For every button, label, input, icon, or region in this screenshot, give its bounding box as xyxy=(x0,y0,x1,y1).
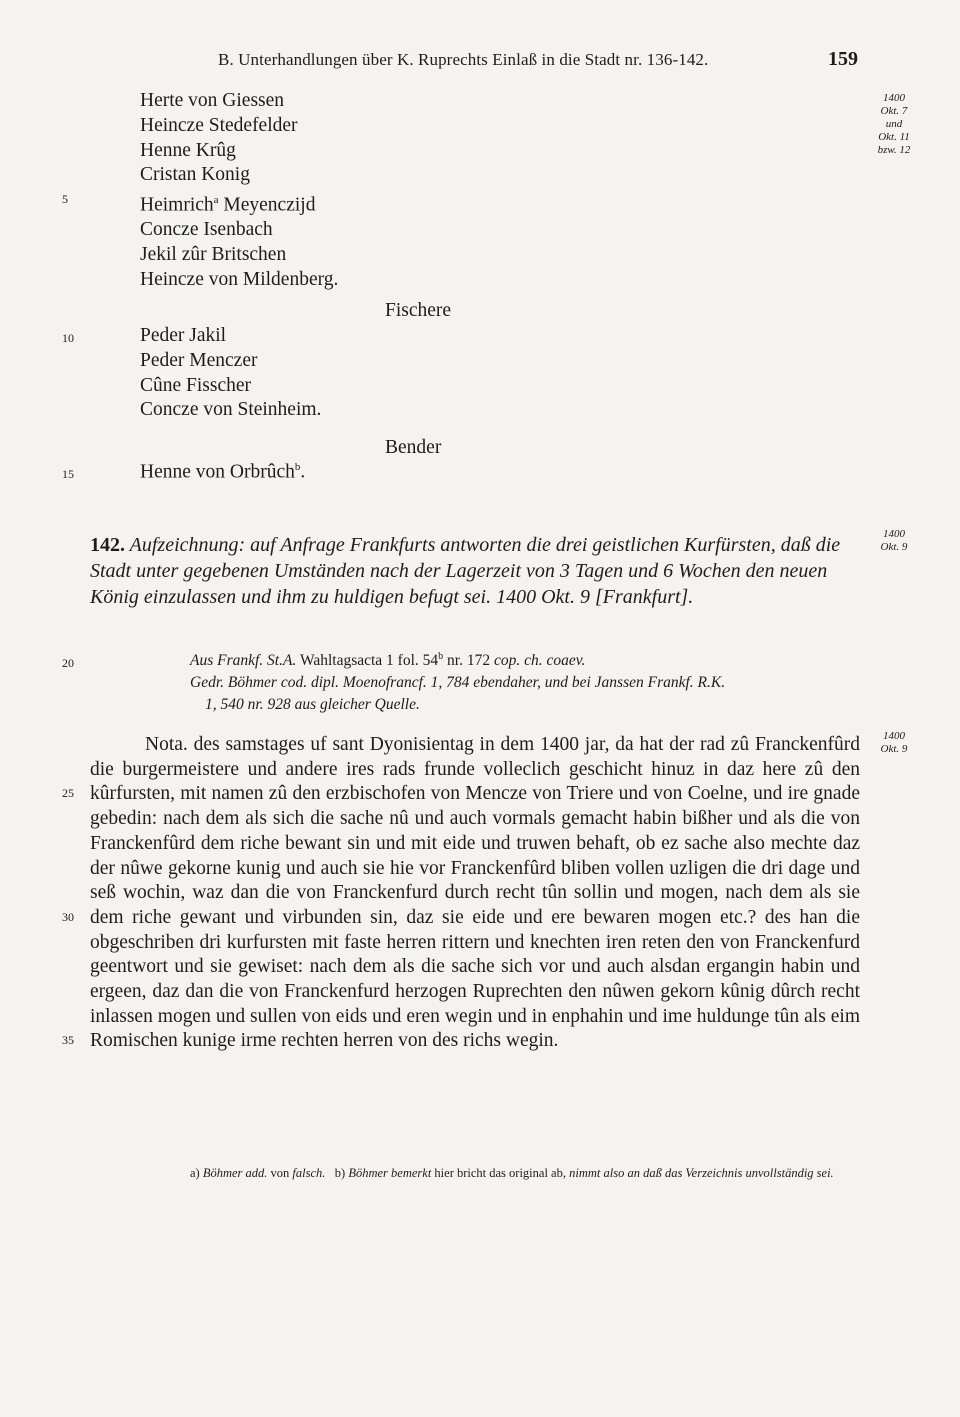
name-text-suffix: Meyenczijd xyxy=(218,194,316,216)
name-entry: Cristan Konig xyxy=(140,164,250,186)
group-label-fischere: Fischere xyxy=(385,300,452,321)
sidenote-line: 1400 xyxy=(883,528,905,540)
source-copy: cop. ch. coaev. xyxy=(493,652,586,670)
nota-label: Nota. xyxy=(145,734,188,755)
footnote-a-text: von xyxy=(267,1166,293,1180)
footnote-a-label: a) xyxy=(190,1166,200,1180)
page-number: 159 xyxy=(828,48,858,70)
sidenote-line: Okt. 7 xyxy=(880,105,908,117)
margin-date-note-top xyxy=(864,92,924,157)
name-entry: Peder Menczer xyxy=(140,349,258,371)
footnotes xyxy=(190,1164,870,1183)
name-entry: Heincze Stedefelder xyxy=(140,114,298,136)
footnote-a-ref: Böhmer add. xyxy=(202,1166,268,1180)
line-number: 20 xyxy=(62,656,74,670)
name-entry: Heincze von Mildenberg. xyxy=(140,269,339,291)
source-line-3: 1, 540 nr. 928 aus gleicher Quelle. xyxy=(205,696,420,713)
name-text: Henne von Orbrûch xyxy=(140,461,295,483)
name-entry: Concze von Steinheim. xyxy=(140,399,322,421)
name-entry: Henne Krûg xyxy=(140,139,236,161)
footnote-mark-a: a xyxy=(213,194,219,207)
name-entry: Herte von Giessen xyxy=(140,90,285,111)
sidenote-line: 1400 xyxy=(883,730,905,742)
sidenote-line: Okt. 9 xyxy=(880,743,908,755)
name-entry: Jekil zûr Britschen xyxy=(140,244,287,266)
name-entry-last xyxy=(140,461,305,484)
sidenote-line: Okt. 9 xyxy=(880,541,908,553)
name-entry: Peder Jakil xyxy=(140,325,227,346)
sidenote-line: Okt. 11 xyxy=(878,131,910,143)
footnote-b-ref2: nimmt also an daß das Verzeichnis unvollständig sei. xyxy=(569,1166,834,1180)
name-entry: Cûne Fisscher xyxy=(140,374,252,396)
line-number: 5 xyxy=(62,192,68,206)
line-number: 15 xyxy=(62,467,74,481)
entry-heading xyxy=(90,532,868,610)
line-number: 35 xyxy=(62,1033,74,1047)
footnote-mark-b: b xyxy=(294,461,301,473)
line-number: 30 xyxy=(62,910,74,924)
source-line-2: Gedr. Böhmer cod. dipl. Moenofrancf. 1, 784 ebendaher, und bei Janssen Frankf. R.K. xyxy=(190,674,726,691)
entry-number: 142. xyxy=(90,534,125,556)
source-text: Wahltagsacta 1 fol. 54 xyxy=(296,652,439,670)
line-number: 25 xyxy=(62,786,74,800)
margin-date-note-body xyxy=(864,730,924,756)
name-list-2 xyxy=(140,324,321,423)
name-entry xyxy=(140,188,338,218)
source-sup: b xyxy=(438,651,444,662)
footnote-b-ref: Böhmer bemerkt xyxy=(348,1166,432,1180)
source-line-1 xyxy=(190,651,585,670)
entry-title: Aufzeichnung: auf Anfrage Frankfurts antworten die drei geistlichen Kurfürsten, daß die Stadt unter gegebenen Umständen nach der Lagerzeit von 3 Tagen und 6 Wochen den neuen König einzulassen und ihm zu huldigen befugt sei. 1400 Okt. 9 [Frankfurt]. xyxy=(90,534,841,608)
name-list-1 xyxy=(140,89,338,293)
name-entry: Concze Isenbach xyxy=(140,219,273,241)
name-text: Heimrich xyxy=(140,194,214,216)
group-label-bender: Bender xyxy=(385,437,442,458)
body-text: des samstages uf sant Dyonisientag in dem 1400 jar, da hat der rad zû Franckenfûrd die burgermeistere und andere ires rads frunde volleclich geschicht hinuz in daz here zû den kûrfursten, mit namen zû den erzbischofen von Mencze von Triere und von Coelne, und ire gnade gebedin: nach dem als sich die sache nû und auch vormals gemacht habin bißher und als die von Franckenfûrd dem riche bewant sin und mit eide und truwen behaft, ob ez sache also mechte daz der nûwe gekorne kunig und auch sie hie vor Franckenfûrd bliben vollen uzligen die dri dage und seß wochin, waz dan die von Franckenfurd durch recht tûn sollin und mogen, nach dem als sie dem riche gewant und virbunden sin, daz sie eide und ere bewaren mogen etc.? des han die obgeschriben dri kurfursten mit faste herren rittern und knechten iren reten den von Franckenfurd geentwort und sie gewiset: nach dem als die sache sich vor und auch alsdan ergangin habin und ergeen, daz dan die von Franckenfurd herzogen Ruprechten den nûwen gekorn kûnig dûrch recht inlassen mogen und sullen von eids und eren wegin und in enphahin und ime huldunge tûn als eim Romischen kunige irme rechten herren von des richs wegin. xyxy=(90,734,860,1052)
sidenote-line: 1400 xyxy=(883,92,905,104)
sidenote-line: bzw. 12 xyxy=(877,144,911,156)
entry-body-text xyxy=(90,733,860,1054)
footnote-b-label: b) xyxy=(334,1166,346,1180)
margin-date-note-entry xyxy=(864,528,924,554)
sidenote-line: und xyxy=(885,118,903,130)
running-header: B. Unterhandlungen über K. Ruprechts Einlaß in die Stadt nr. 136-142. xyxy=(218,50,709,69)
source-archive: Aus Frankf. St.A. xyxy=(190,652,297,670)
name-end: . xyxy=(300,461,306,483)
source-text: nr. 172 xyxy=(443,652,494,670)
footnote-a-ref2: falsch. xyxy=(292,1166,326,1180)
line-number: 10 xyxy=(62,331,74,345)
footnote-b-text: hier bricht das original ab, xyxy=(431,1166,570,1180)
